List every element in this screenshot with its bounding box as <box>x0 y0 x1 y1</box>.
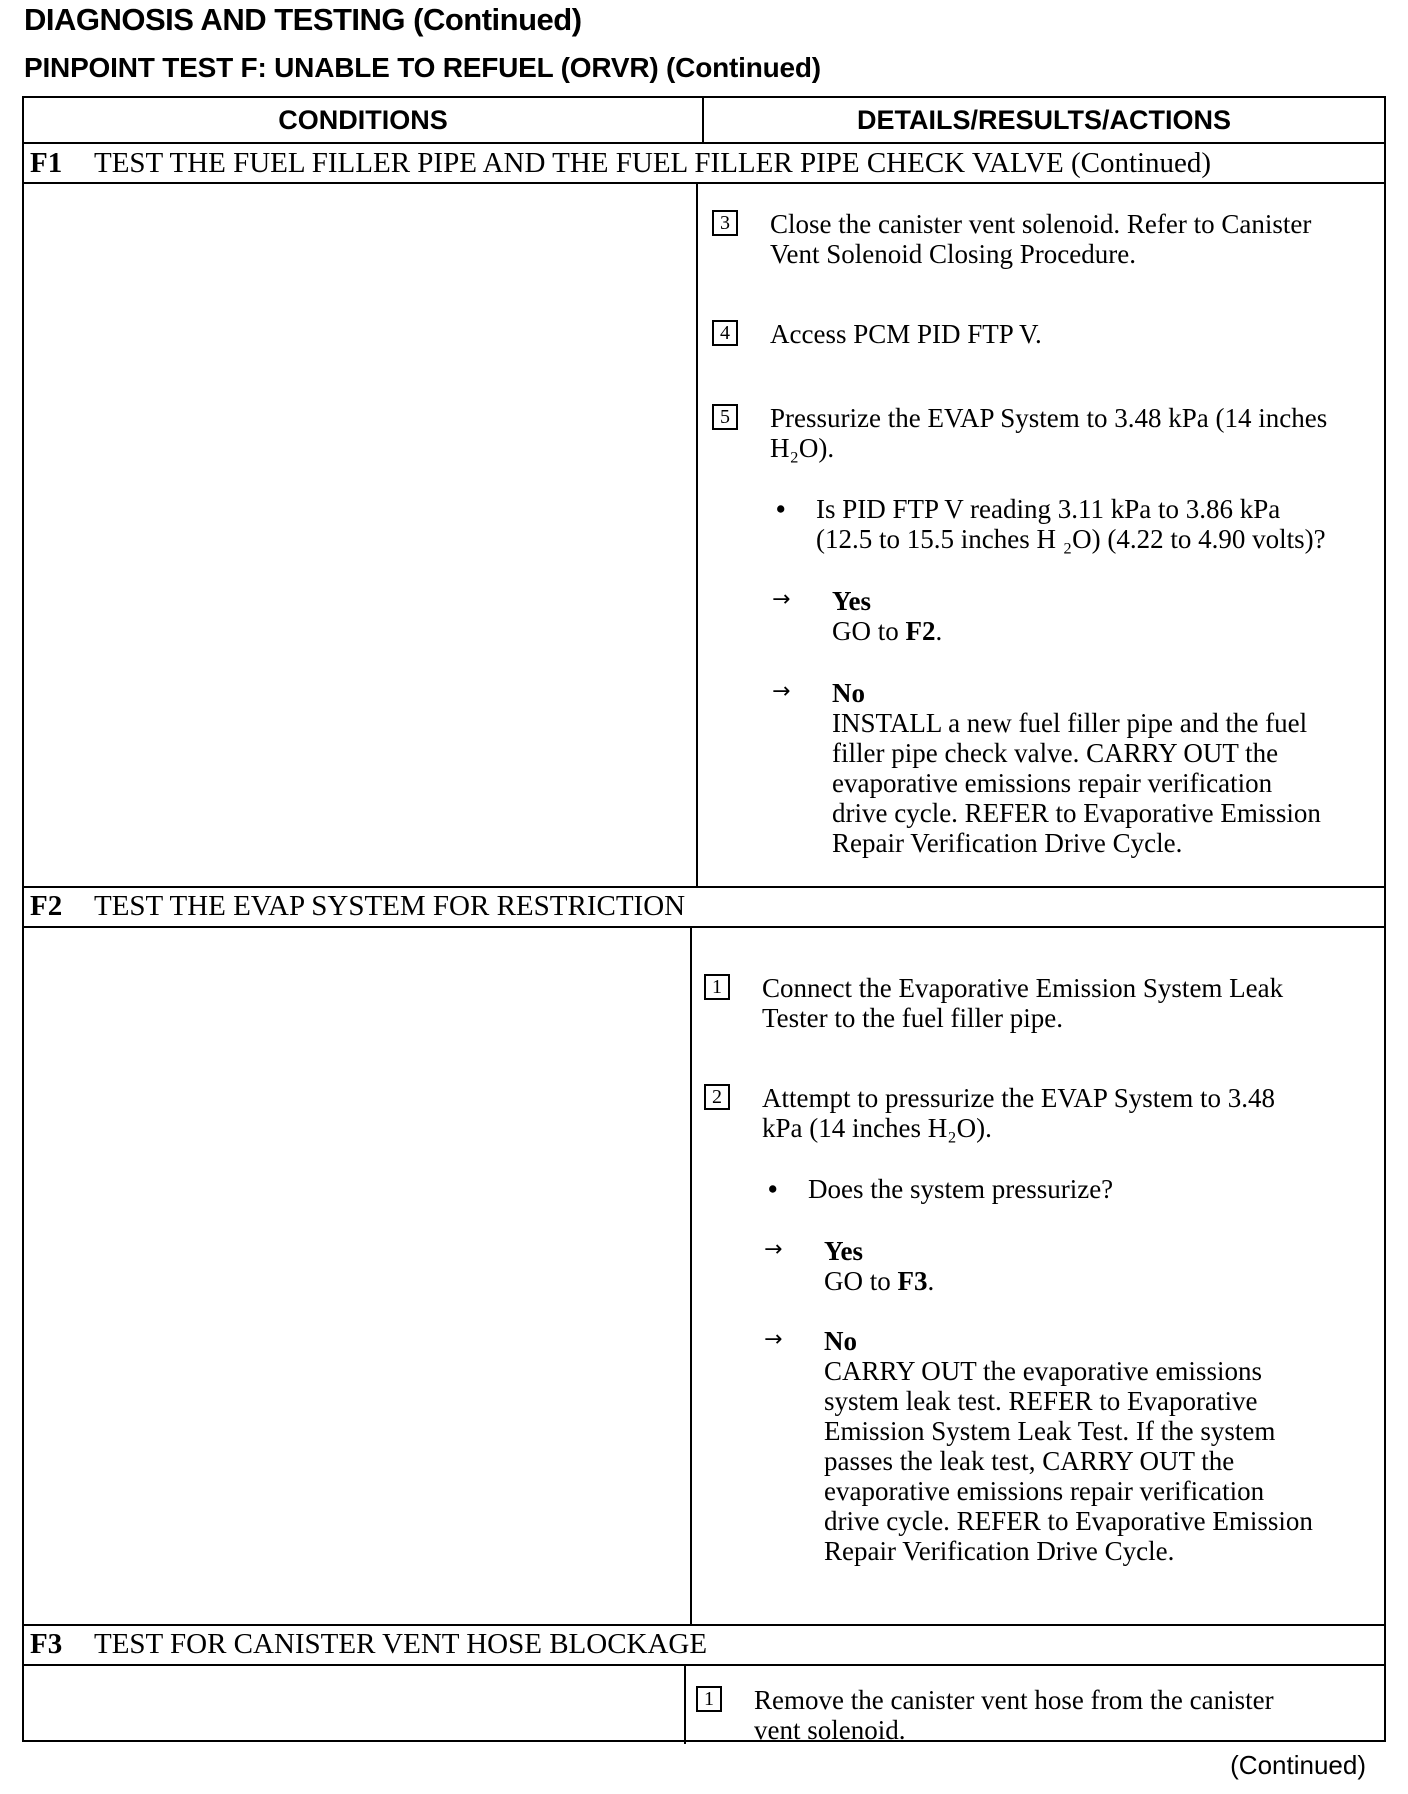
section-number: F3 <box>30 1628 63 1660</box>
step-number-box: 1 <box>696 1686 722 1712</box>
column-divider <box>684 1664 686 1744</box>
step-number-box: 3 <box>712 210 738 236</box>
section-divider <box>24 1624 1384 1626</box>
arrow-right-icon: → <box>772 679 791 704</box>
answer-action: INSTALL a new fuel filler pipe and the fuel filler pipe check valve. CARRY OUT the evaporative emissions repair verification drive cycle. REFER to Evaporative Emission Repair Verification Drive Cycle. <box>832 708 1321 858</box>
question-text: Does the system pressurize? <box>808 1174 1114 1204</box>
column-header-details: DETAILS/RESULTS/ACTIONS <box>856 105 1231 135</box>
arrow-right-icon: → <box>764 1237 783 1262</box>
bullet-icon: • <box>776 494 786 524</box>
section-number: F2 <box>30 890 63 922</box>
pinpoint-test-table <box>22 96 1386 1745</box>
section-divider <box>24 926 1384 928</box>
step-number-box: 1 <box>704 974 730 1000</box>
step-text: Access PCM PID FTP V. <box>770 319 1042 349</box>
column-divider <box>690 926 692 1624</box>
step-text: Pressurize the EVAP System to 3.48 kPa (14 inches H₂O). <box>770 403 1328 463</box>
section-title: TEST FOR CANISTER VENT HOSE BLOCKAGE <box>94 1628 708 1660</box>
arrow-right-icon: → <box>772 587 791 612</box>
bullet-icon: • <box>768 1174 778 1204</box>
answer-label: Yes <box>824 1236 863 1266</box>
step-number-box: 4 <box>712 320 738 346</box>
column-divider <box>702 98 704 142</box>
answer-action: CARRY OUT the evaporative emissions system leak test. REFER to Evaporative Emission System Leak Test. If the system passes the leak test, CARRY OUT the evaporative emissions repair verification drive cycle. REFER to Evaporative Emission Repair Verification Drive Cycle. <box>824 1356 1313 1566</box>
section-title: TEST THE FUEL FILLER PIPE AND THE FUEL FILLER PIPE CHECK VALVE (Continued) <box>94 147 1212 179</box>
answer-label: No <box>824 1326 857 1356</box>
section-header-f2 <box>30 890 685 923</box>
answer-action: GO to F2. <box>832 616 943 646</box>
answer-label: Yes <box>832 586 871 616</box>
page-title: DIAGNOSIS AND TESTING (Continued) <box>24 2 582 37</box>
step-text: Close the canister vent solenoid. Refer to Canister Vent Solenoid Closing Procedure. <box>770 209 1312 269</box>
step-number-box: 5 <box>712 404 738 430</box>
section-header-f1 <box>30 147 1211 180</box>
section-divider <box>24 886 1384 888</box>
section-divider <box>24 1664 1384 1666</box>
step-number-box: 2 <box>704 1084 730 1110</box>
column-header-conditions: CONDITIONS <box>278 105 448 135</box>
section-title: TEST THE EVAP SYSTEM FOR RESTRICTION <box>94 890 686 922</box>
section-number: F1 <box>30 147 63 179</box>
header-divider <box>24 142 1384 144</box>
continued-label: (Continued) <box>1230 1750 1366 1780</box>
column-divider <box>696 182 698 886</box>
answer-action: GO to F3. <box>824 1266 935 1296</box>
answer-label: No <box>832 678 865 708</box>
section-header-f3 <box>30 1628 707 1661</box>
section-divider <box>24 182 1384 184</box>
arrow-right-icon: → <box>764 1327 783 1352</box>
step-text: Connect the Evaporative Emission System Leak Tester to the fuel filler pipe. <box>762 973 1284 1033</box>
test-title: PINPOINT TEST F: UNABLE TO REFUEL (ORVR) (Continued) <box>24 52 821 83</box>
step-text: Attempt to pressurize the EVAP System to 3.48 kPa (14 inches H₂O). <box>762 1083 1275 1143</box>
question-text: Is PID FTP V reading 3.11 kPa to 3.86 kPa (12.5 to 15.5 inches H ₂O) (4.22 to 4.90 volts)? <box>816 494 1326 554</box>
step-text: Remove the canister vent hose from the canister vent solenoid. <box>754 1685 1274 1745</box>
